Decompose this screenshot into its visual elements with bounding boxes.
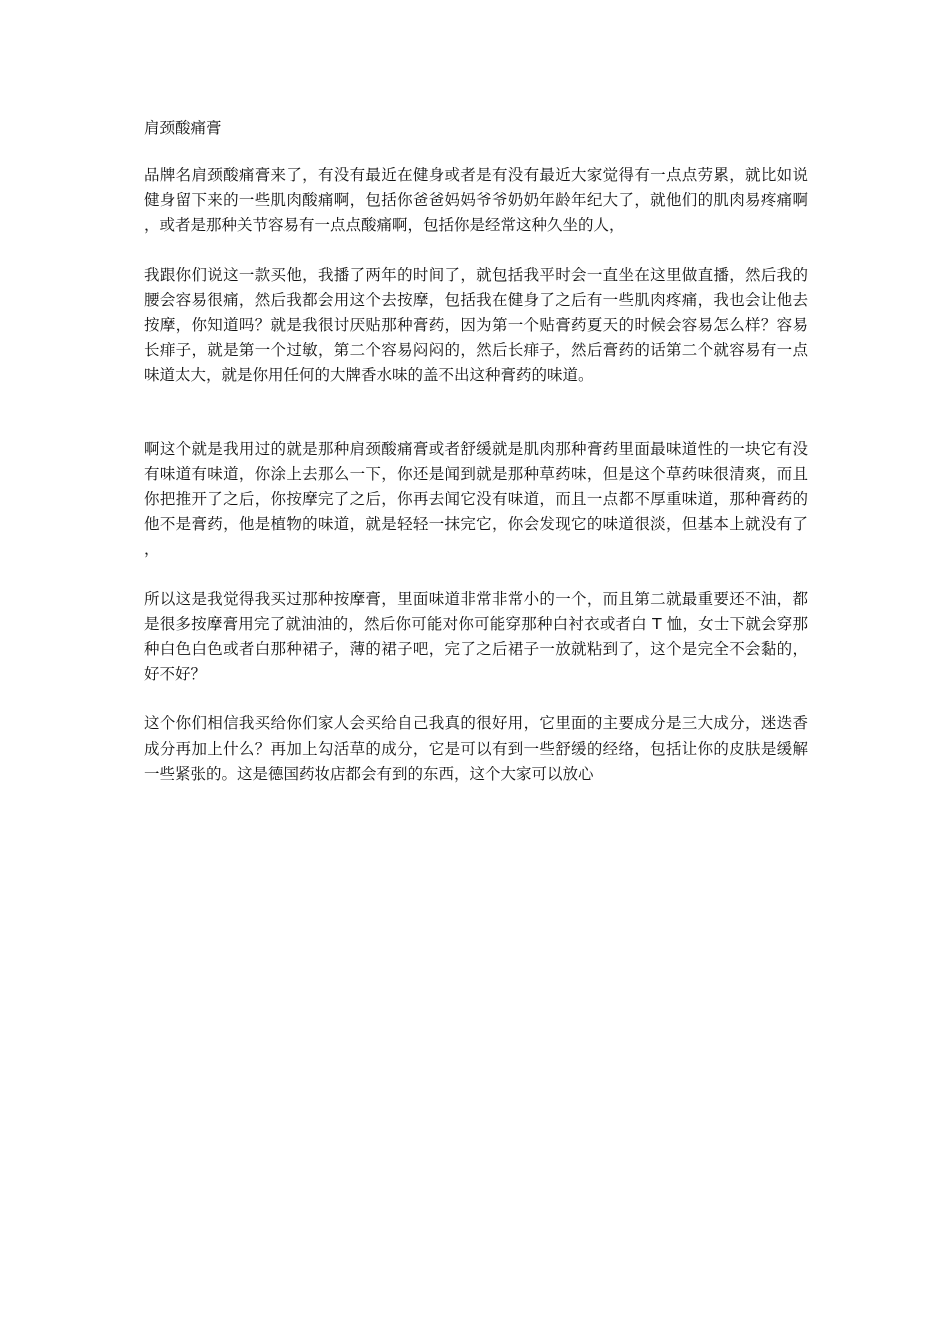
document-body	[144, 116, 808, 811]
paragraph-3: 啊这个就是我用过的就是那种肩颈酸痛膏或者舒缓就是肌肉那种膏药里面最味道性的一块它有没有味道有味道，你涂上去那么一下，你还是闻到就是那种草药味，但是这个草药味很清爽，而且你把推开了之后，你按摩完了之后，你再去闻它没有味道，而且一点都不厚重味道，那种膏药的他不是膏药，他是植物的味道，就是轻轻一抹完它，你会发现它的味道很淡，但基本上就没有了，	[144, 439, 808, 559]
paragraph-1: 品牌名肩颈酸痛膏来了，有没有最近在健身或者是有没有最近大家觉得有一点点劳累，就比如说健身留下来的一些肌肉酸痛啊，包括你爸爸妈妈爷爷奶奶年龄年纪大了，就他们的肌肉易疼痛啊，或者是那种关节容易有一点点酸痛啊，包括你是经常这种久坐的人，	[144, 166, 808, 235]
paragraph-4: 所以这是我觉得我买过那种按摩膏，里面味道非常非常小的一个，而且第二就最重要还不油，都是很多按摩膏用完了就油油的，然后你可能对你可能穿那种白衬衣或者白 T 恤，女士下就会穿那种白色白色或者白那种裙子，薄的裙子吧，完了之后裙子一放就粘到了，这个是完全不会黏的，好不好？	[144, 589, 808, 684]
paragraph-5: 这个你们相信我买给你们家人会买给自己我真的很好用，它里面的主要成分是三大成分，迷迭香成分再加上什么？再加上勾活草的成分，它是可以有到一些舒缓的经络，包括让你的皮肤是缓解一些紧张的。这是德国药妆店都会有到的东西，这个大家可以放心	[144, 714, 808, 783]
paragraph-2: 我跟你们说这一款买他，我播了两年的时间了，就包括我平时会一直坐在这里做直播，然后我的腰会容易很痛，然后我都会用这个去按摩，包括我在健身了之后有一些肌肉疼痛，我也会让他去按摩，你知道吗？就是我很讨厌贴那种膏药，因为第一个贴膏药夏天的时候会容易怎么样？容易长痱子，就是第一个过敏，第二个容易闷闷的，然后长痱子，然后膏药的话第二个就容易有一点味道太大，就是你用任何的大牌香水味的盖不出这种膏药的味道。	[144, 265, 808, 385]
document-title: 肩颈酸痛膏	[144, 119, 222, 137]
